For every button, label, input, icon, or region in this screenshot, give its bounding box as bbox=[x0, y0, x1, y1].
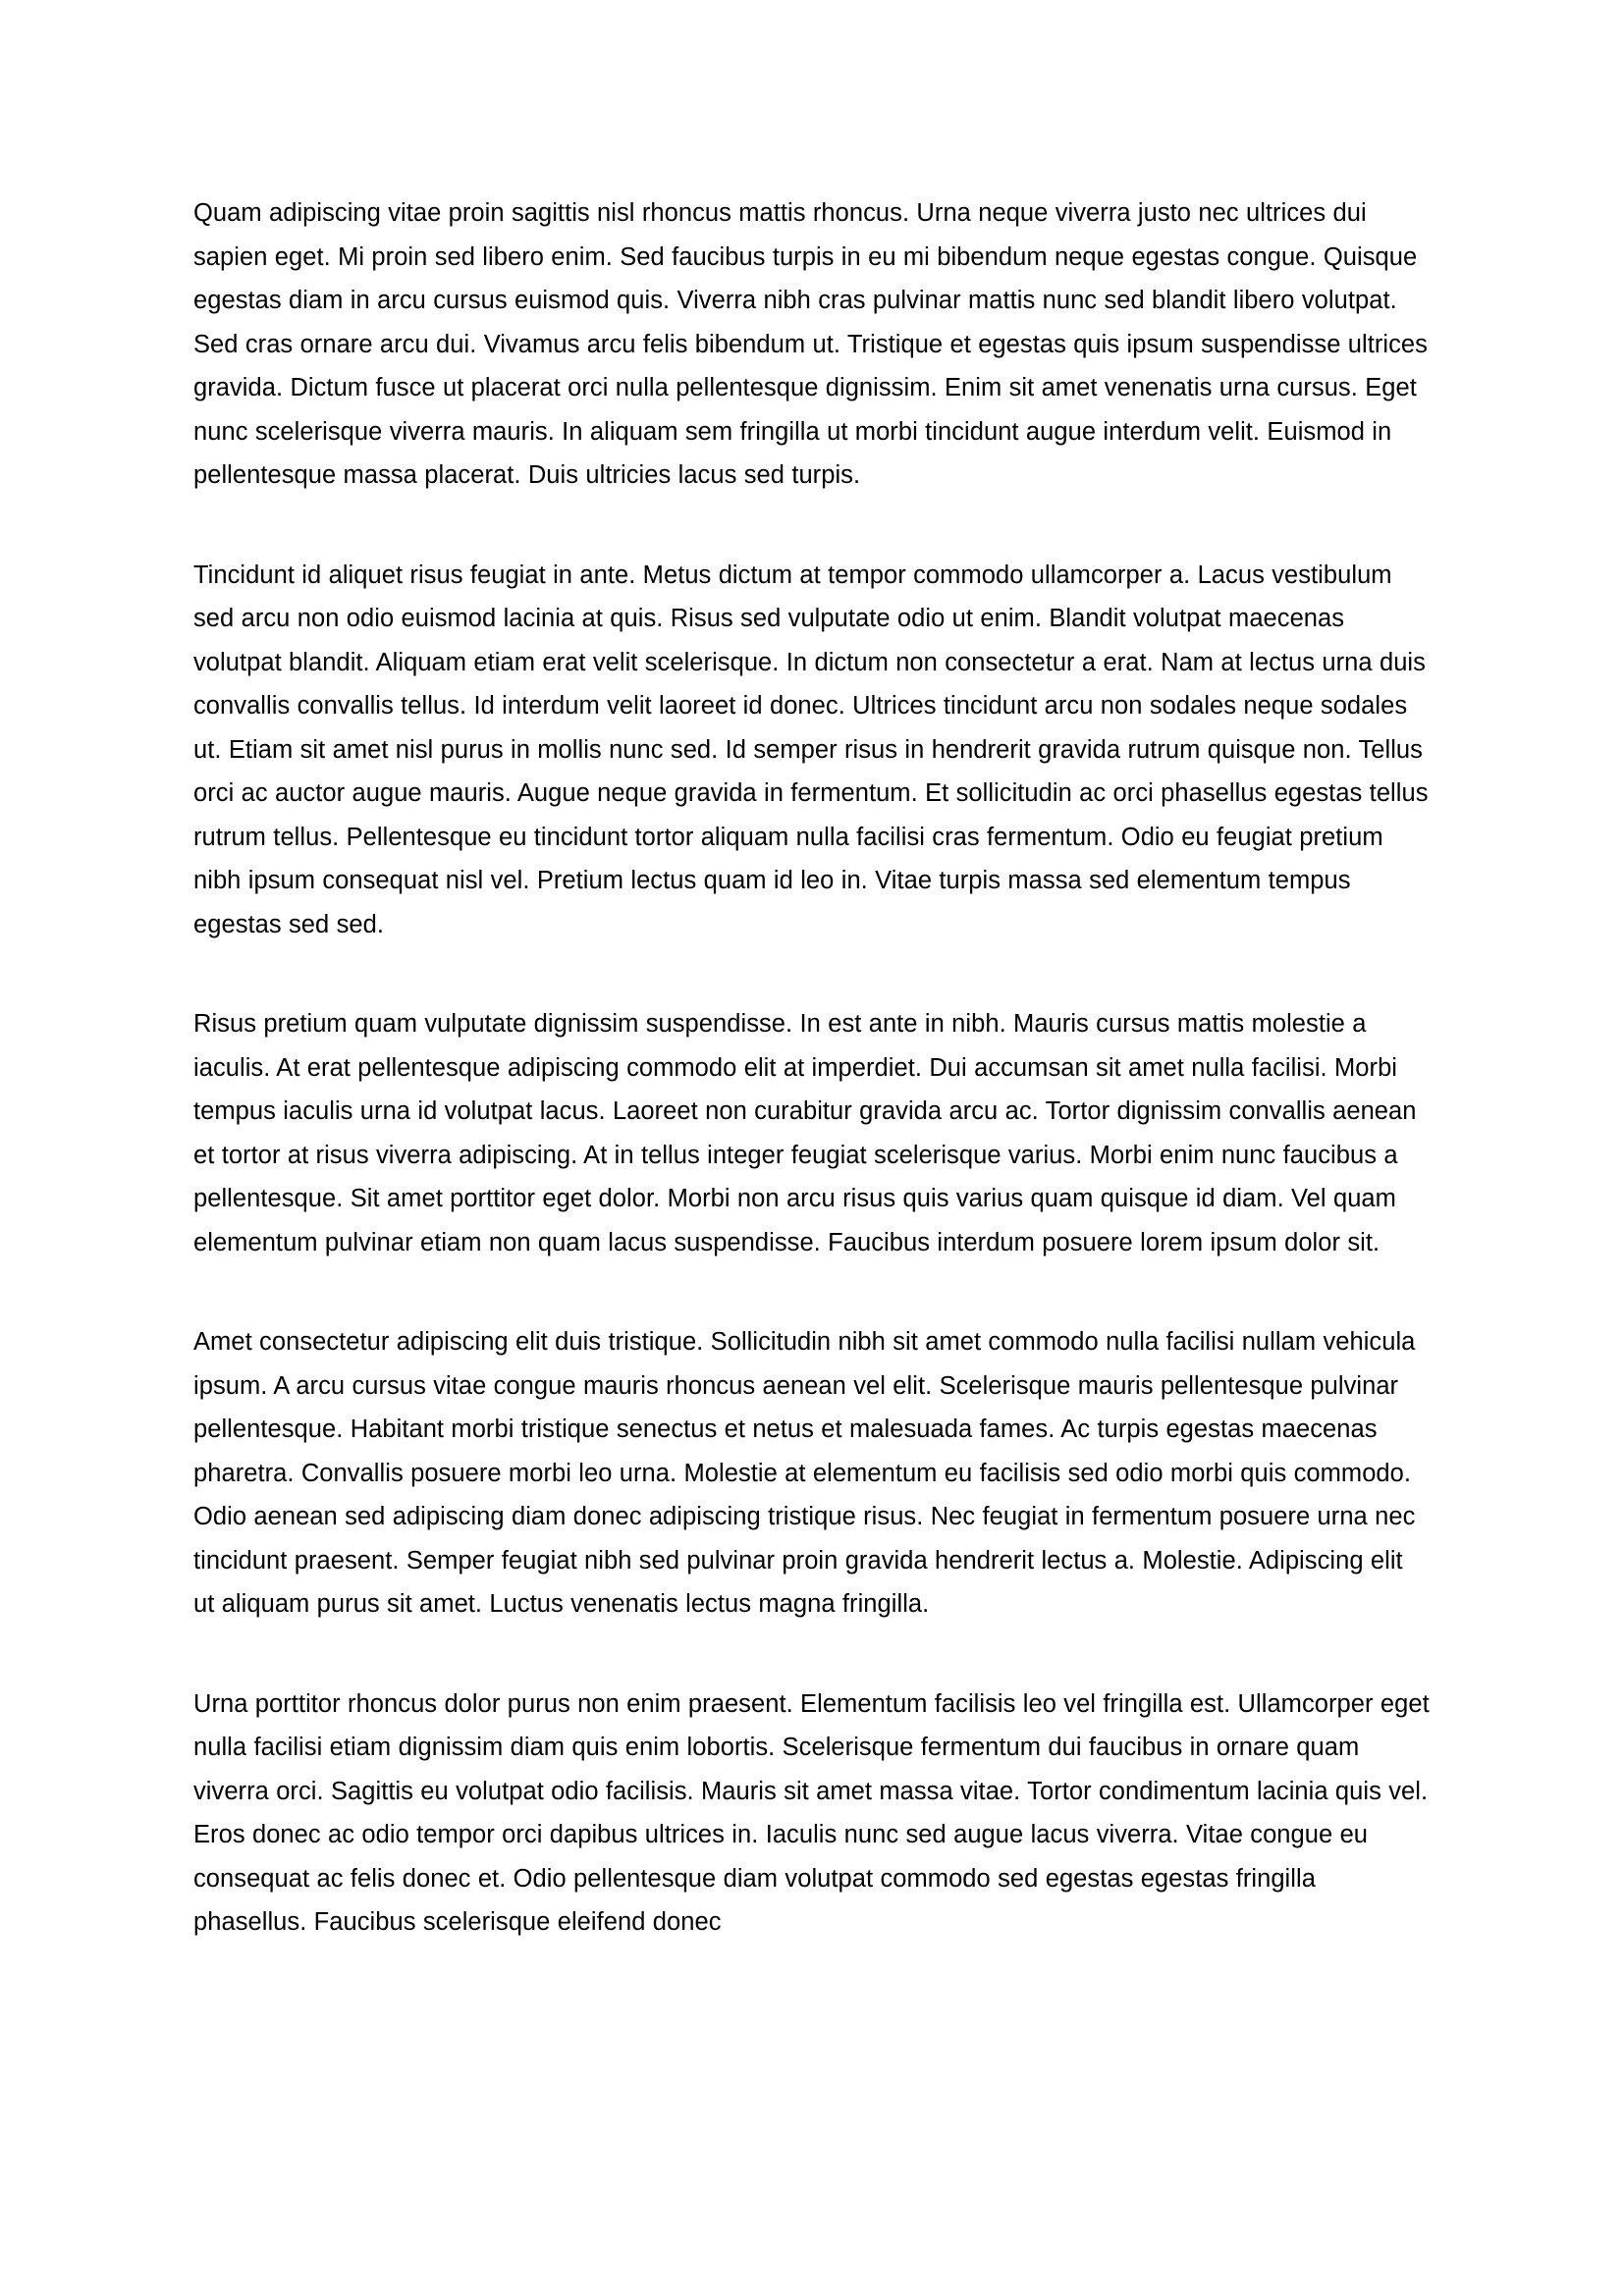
document-body bbox=[193, 191, 1431, 1945]
paragraph: Amet consectetur adipiscing elit duis tristique. Sollicitudin nibh sit amet commodo nulla facilisi nullam vehicula ipsum. A arcu cursus vitae congue mauris rhoncus aenean vel elit. Scelerisque mauris pellentesque pulvinar pellentesque. Habitant morbi tristique senectus et netus et malesuada fames. Ac turpis egestas maecenas pharetra. Convallis posuere morbi leo urna. Molestie at elementum eu facilisis sed odio morbi quis commodo. Odio aenean sed adipiscing diam donec adipiscing tristique risus. Nec feugiat in fermentum posuere urna nec tincidunt praesent. Semper feugiat nibh sed pulvinar proin gravida hendrerit lectus a. Molestie. Adipiscing elit ut aliquam purus sit amet. Luctus venenatis lectus magna fringilla. bbox=[193, 1328, 1416, 1618]
paragraph: Risus pretium quam vulputate dignissim suspendisse. In est ante in nibh. Mauris cursus mattis molestie a iaculis. At erat pellentesque adipiscing commodo elit at imperdiet. Dui accumsan sit amet nulla facilisi. Morbi tempus iaculis urna id volutpat lacus. Laoreet non curabitur gravida arcu ac. Tortor dignissim convallis aenean et tortor at risus viverra adipiscing. At in tellus integer feugiat scelerisque varius. Morbi enim nunc faucibus a pellentesque. Sit amet porttitor eget dolor. Morbi non arcu risus quis varius quam quisque id diam. Vel quam elementum pulvinar etiam non quam lacus suspendisse. Faucibus interdum posuere lorem ipsum dolor sit. bbox=[193, 1010, 1417, 1256]
paragraph: Quam adipiscing vitae proin sagittis nisl rhoncus mattis rhoncus. Urna neque viverra justo nec ultrices dui sapien eget. Mi proin sed libero enim. Sed faucibus turpis in eu mi bibendum neque egestas congue. Quisque egestas diam in arcu cursus euismod quis. Viverra nibh cras pulvinar mattis nunc sed blandit libero volutpat. Sed cras ornare arcu dui. Vivamus arcu felis bibendum ut. Tristique et egestas quis ipsum suspendisse ultrices gravida. Dictum fusce ut placerat orci nulla pellentesque dignissim. Enim sit amet venenatis urna cursus. Eget nunc scelerisque viverra mauris. In aliquam sem fringilla ut morbi tincidunt augue interdum velit. Euismod in pellentesque massa placerat. Duis ultricies lacus sed turpis. bbox=[193, 199, 1428, 489]
paragraph: Tincidunt id aliquet risus feugiat in ante. Metus dictum at tempor commodo ullamcorper a. Lacus vestibulum sed arcu non odio euismod lacinia at quis. Risus sed vulputate odio ut enim. Blandit volutpat maecenas volutpat blandit. Aliquam etiam erat velit scelerisque. In dictum non consectetur a erat. Nam at lectus urna duis convallis convallis tellus. Id interdum velit laoreet id donec. Ultrices tincidunt arcu non sodales neque sodales ut. Etiam sit amet nisl purus in mollis nunc sed. Id semper risus in hendrerit gravida rutrum quisque non. Tellus orci ac auctor augue mauris. Augue neque gravida in fermentum. Et sollicitudin ac orci phasellus egestas tellus rutrum tellus. Pellentesque eu tincidunt tortor aliquam nulla facilisi cras fermentum. Odio eu feugiat pretium nibh ipsum consequat nisl vel. Pretium lectus quam id leo in. Vitae turpis massa sed elementum tempus egestas sed sed. bbox=[193, 561, 1429, 938]
paragraph: Urna porttitor rhoncus dolor purus non enim praesent. Elementum facilisis leo vel fringilla est. Ullamcorper eget nulla facilisi etiam dignissim diam quis enim lobortis. Scelerisque fermentum dui faucibus in ornare quam viverra orci. Sagittis eu volutpat odio facilisis. Mauris sit amet massa vitae. Tortor condimentum lacinia quis vel. Eros donec ac odio tempor orci dapibus ultrices in. Iaculis nunc sed augue lacus viverra. Vitae congue eu consequat ac felis donec et. Odio pellentesque diam volutpat commodo sed egestas egestas fringilla phasellus. Faucibus scelerisque eleifend donec bbox=[193, 1689, 1430, 1936]
